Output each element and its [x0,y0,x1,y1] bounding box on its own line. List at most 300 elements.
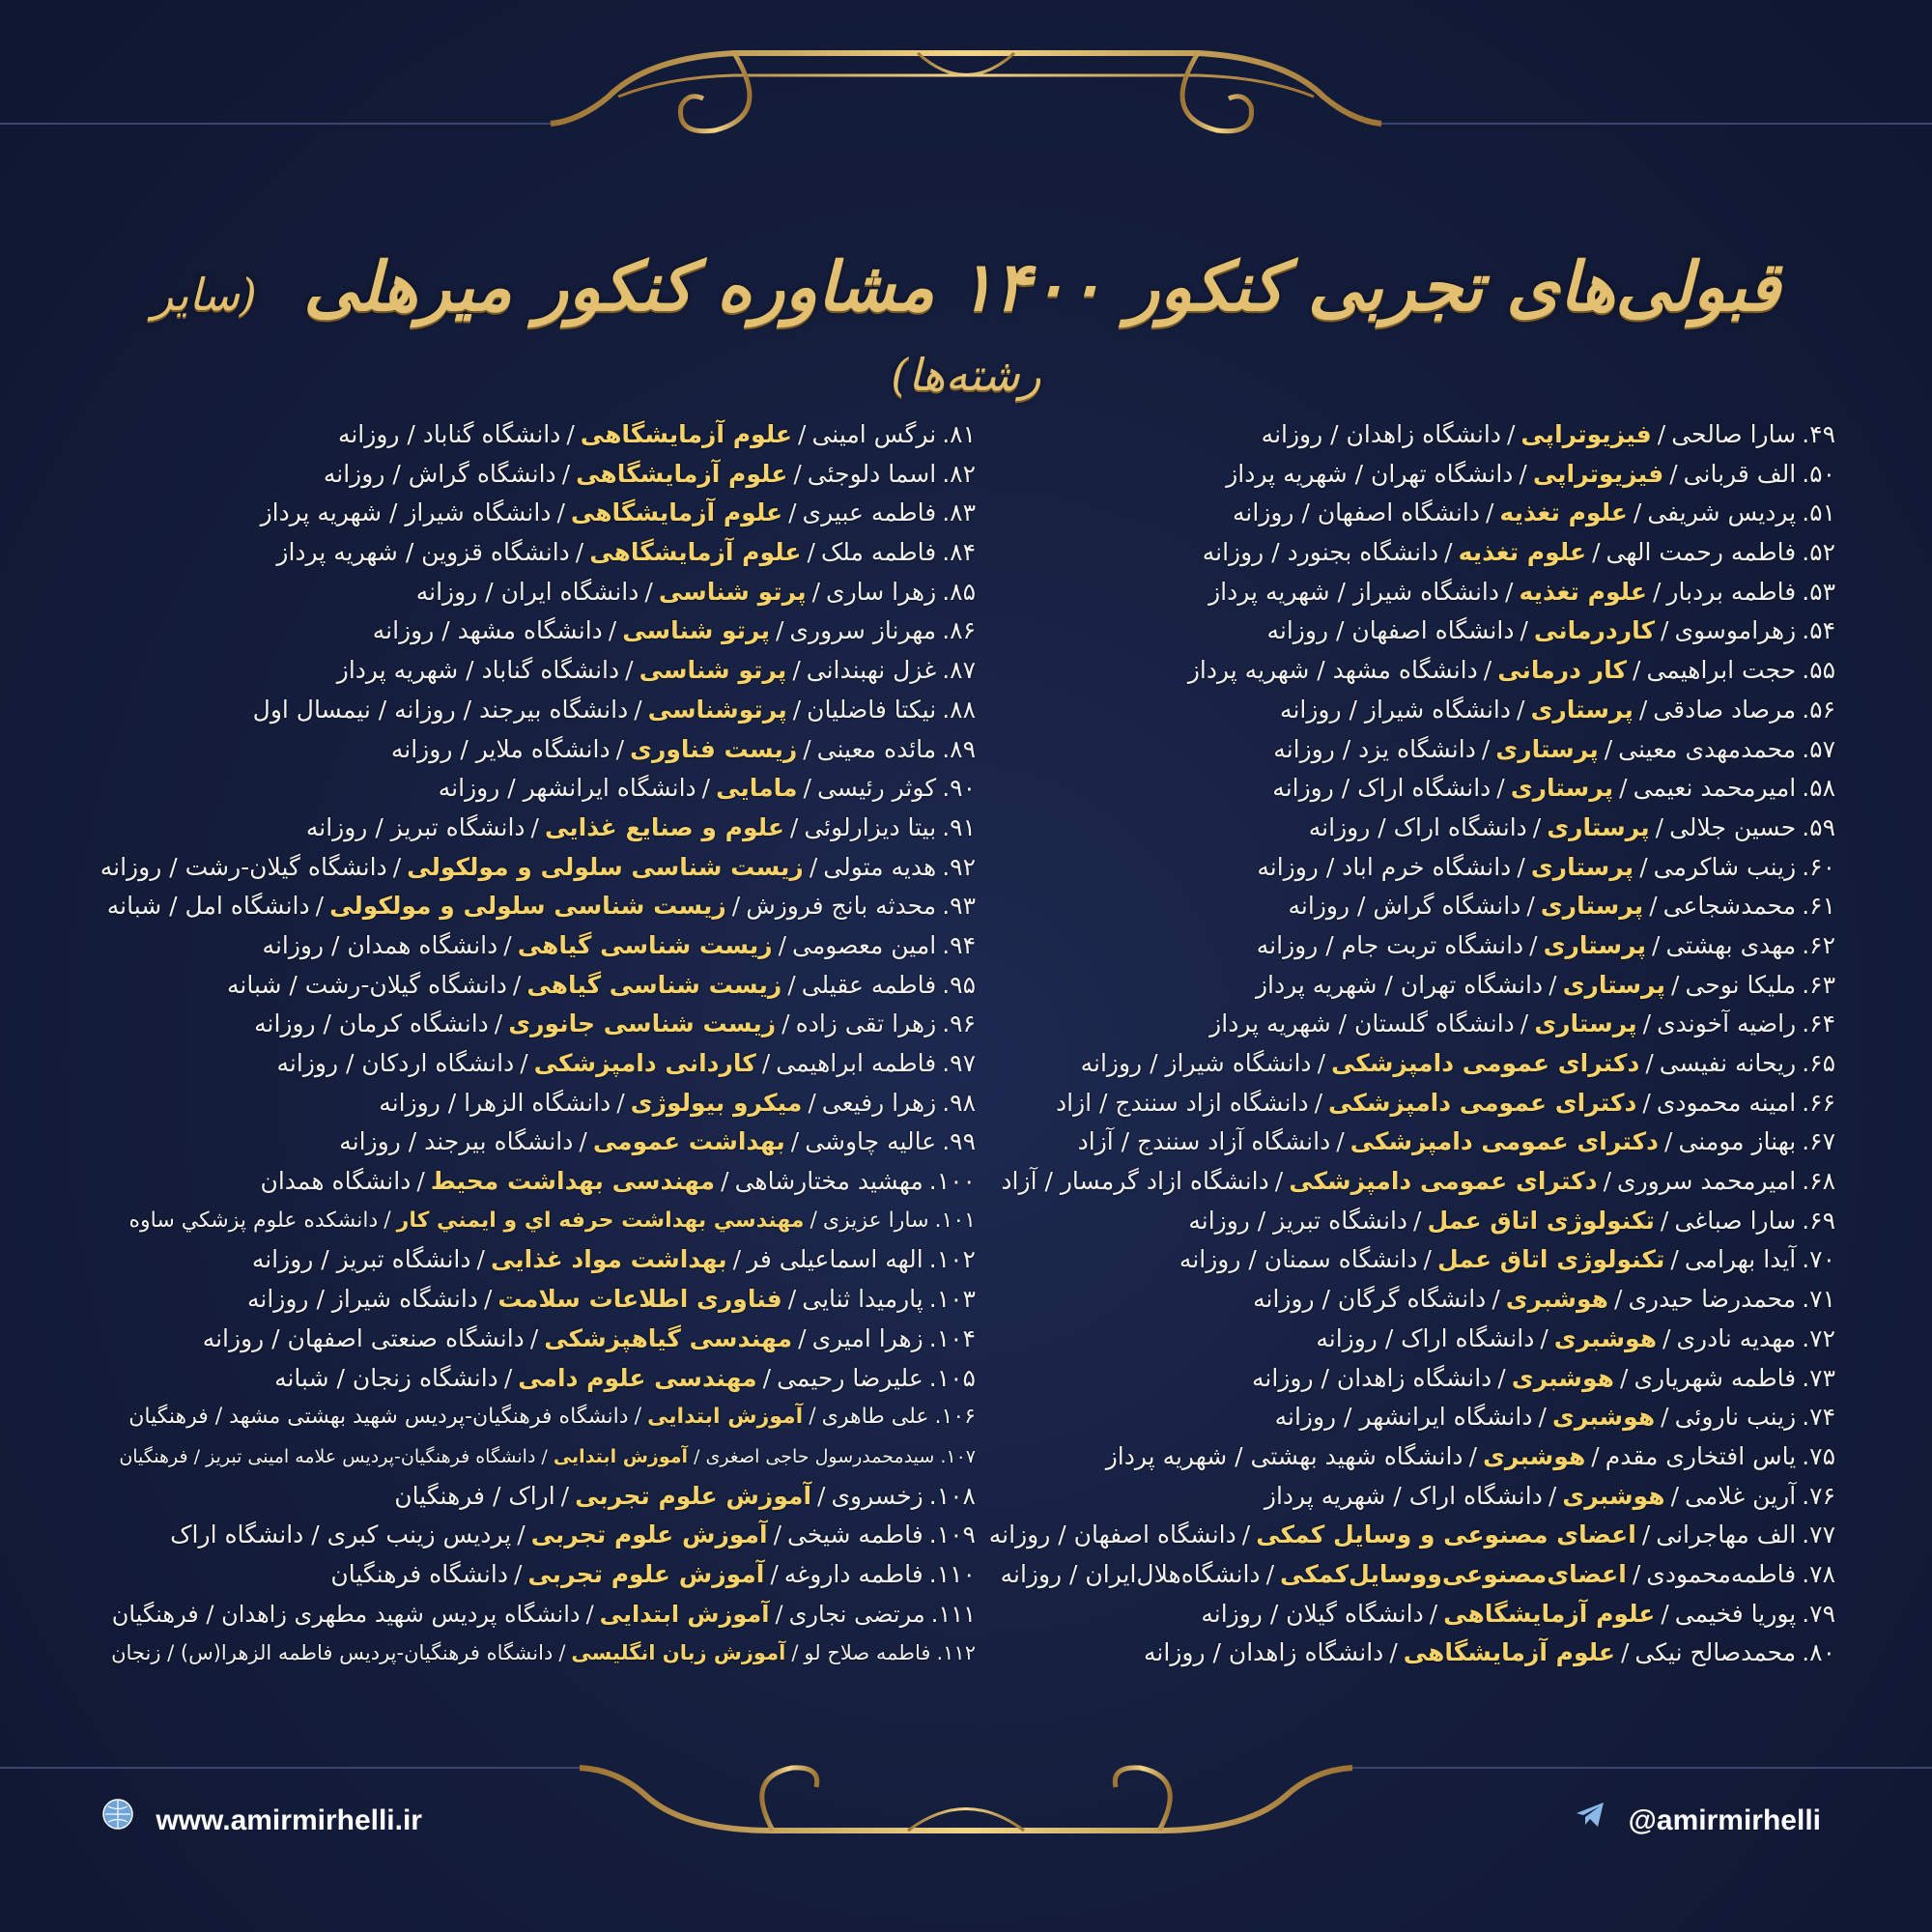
item-number: ۷۲. [1802,1323,1835,1352]
separator: / [731,892,741,921]
major-name: اعضای مصنوعی و وسایل کمکی [1256,1520,1636,1549]
separator: / [616,1088,625,1117]
major-name: بهداشت مواد غذایی [490,1245,727,1274]
student-name: زهرا امیری [811,1323,923,1352]
item-number: ۸۴. [942,538,976,567]
student-name: زخسروی [831,1481,923,1510]
list-item [97,926,976,966]
item-number: ۴۹. [1802,420,1835,448]
separator: / [579,1127,587,1156]
list-item [976,573,1835,612]
handle-footer[interactable] [1574,1792,1821,1850]
student-name: پارمیدا ثنایی [802,1285,923,1314]
list-item [976,1516,1835,1555]
major-name: کار درمانی [1497,656,1627,685]
separator: / [1336,1127,1345,1156]
page-title [145,246,1787,407]
item-number: ۹۴. [942,930,976,959]
separator: / [1468,1441,1478,1470]
separator: / [1496,774,1505,803]
major-name: تکنولوژی اتاق عمل [1427,1206,1655,1235]
list-item [97,809,976,848]
separator: / [1603,1167,1611,1196]
student-name: ملیکا نوحی [1685,970,1797,999]
separator: / [566,420,575,448]
separator: / [634,1405,642,1430]
student-name: علی طاهری [821,1405,929,1430]
university-detail: دانشگاه کرمان / روزانه [254,1009,489,1038]
separator: / [315,892,325,921]
student-name: سیدمحمدرسول حاجی اصغری [705,1445,935,1467]
list-item [976,415,1835,455]
university-detail: دانشگاه همدان [260,1167,412,1196]
student-name: مهرناز سروری [789,616,937,645]
list-item [97,848,976,888]
university-detail: دانشگاه ایرانشهر / روزانه [438,774,696,803]
major-name: پرستاری [1495,734,1599,763]
student-name: سارا صباغی [1674,1206,1797,1235]
separator: / [1649,892,1658,921]
list-item [976,611,1835,651]
item-number: ۵۶. [1802,695,1835,724]
separator: / [809,1405,816,1430]
separator: / [520,1049,528,1077]
separator: / [803,774,811,803]
student-name: امین معصومی [792,930,937,959]
major-name: فیزیوتراپی [1532,459,1664,488]
item-number: ۸۱. [942,420,976,448]
telegram-icon [1574,1793,1606,1851]
university-detail: دانشگاه اراک / روزانه [1308,812,1527,841]
separator: / [811,577,821,606]
separator: / [483,1285,493,1314]
student-name: فاطمه بردبار [1666,577,1797,606]
separator: / [517,1520,526,1549]
major-name: پرستاری [1510,774,1614,803]
major-name: مهندسی گیاهپزشکی [544,1323,793,1352]
separator: / [1652,930,1661,959]
university-detail: دانشگاه یزد / روزانه [1273,734,1476,763]
item-number: ۸۰. [1802,1638,1835,1667]
university-detail: دانشگاه اصفهان / روزانه [1232,498,1480,527]
separator: / [1520,1009,1529,1038]
list-item [97,966,976,1006]
item-number: ۸۹. [942,734,976,763]
student-name: محمدرضا حیدری [1628,1285,1797,1314]
student-name: حسین جلالی [1669,812,1797,841]
separator: / [512,970,522,999]
item-number: ۸۵. [942,577,976,606]
university-detail: دانشگاه بیرجند / روزانه / نیمسال اول [252,695,629,724]
student-name: سارا صالحی [1671,420,1797,448]
separator: / [1655,812,1664,841]
separator: / [1620,1363,1629,1392]
list-item [976,1084,1835,1123]
separator: / [1633,656,1641,685]
item-number: ۵۷. [1802,734,1835,763]
student-name: زهرا تقی زاده [795,1009,937,1038]
separator: / [789,812,799,841]
separator: / [793,459,802,488]
student-name: بیتا دیزارلوئی [804,812,937,841]
university-detail: دانشگاه گراش / روزانه [323,459,556,488]
student-name: فاطمه شیخی [787,1520,923,1549]
separator: / [773,1520,781,1549]
student-name: سارا عزیزی [822,1208,929,1233]
title-sub: (سایر رشته‌ها) [152,269,1041,401]
student-name: فاطمه‌محمودی [1646,1559,1797,1588]
student-name: کوثر رئیسی [816,774,937,803]
separator: / [384,1208,391,1233]
list-item [97,1359,976,1399]
major-name: هوشبری [1562,1481,1665,1510]
item-number: ۵۴. [1802,616,1835,645]
item-number: ۵۹. [1802,812,1835,841]
separator: / [1492,1285,1500,1314]
separator: / [625,656,634,685]
separator: / [775,616,784,645]
university-detail: دانشگاه شیراز / روزانه [1080,1049,1312,1077]
major-name: هوشبری [1553,1323,1658,1352]
list-item [97,1084,976,1123]
separator: / [1641,1520,1651,1549]
student-name: محدثه بانج فروزش [746,892,937,921]
major-name: آموزش ابتدایی [553,1445,689,1467]
list-item [976,455,1835,495]
university-detail: دانشگاه تربت جام / روزانه [1256,930,1524,959]
separator: / [1423,1245,1432,1274]
student-name: غزل نهبندانی [806,656,937,685]
student-name: اسما دلوجئی [807,459,937,488]
university-detail: دانشگاه ملایر / روزانه [390,734,611,763]
separator: / [1657,420,1666,448]
major-name: علوم آزمایشگاهی [576,459,788,488]
student-name: محمدصالح نیکی [1634,1638,1797,1667]
student-name: زهراموسوی [1674,616,1797,645]
list-item [976,1398,1835,1437]
separator: / [561,459,571,488]
list-item [976,1005,1835,1044]
list-item [976,769,1835,809]
university-detail: دانشگاه اصفهان / روزانه [1266,616,1515,645]
globe-icon [101,1793,134,1851]
major-name: آموزش زبان انگلیسی [571,1641,786,1665]
separator: / [732,1245,742,1274]
university-detail: اراک / فرهنگیان [394,1481,555,1510]
item-number: ۵۰. [1802,459,1835,488]
university-detail: دانشگاه گیلان-رشت / روزانه [99,852,387,881]
university-detail: دانشگاه زاهدان / روزانه [1252,1363,1492,1392]
major-name: پرتو شناسی [622,616,770,645]
student-name: فاطمه داروغه [783,1559,923,1588]
university-detail: دانشگاه گلستان / شهریه پرداز [1209,1009,1515,1038]
item-number: ۱۰۷. [940,1445,976,1467]
student-name: آرین غلامی [1685,1481,1797,1510]
list-item [97,769,976,809]
item-number: ۵۸. [1802,774,1835,803]
list-item [976,1240,1835,1280]
separator: / [1619,774,1628,803]
student-name: ریحانه نفیسی [1659,1049,1797,1077]
separator: / [1670,1245,1679,1274]
separator: / [494,1009,503,1038]
separator: / [416,1167,425,1196]
university-detail: دانشگاه شهید بهشتی / شهریه پرداز [1105,1441,1463,1470]
separator: / [817,1481,826,1510]
university-detail: دانشگاه بجنورد / روزانه [1202,538,1439,567]
major-name: دکترای عمومی دامپزشکی [1289,1167,1598,1196]
university-detail: دانشگاه امل / شبانه [106,892,310,921]
major-name: اعضای‌مصنوعی‌ووسایل‌کمکی [1280,1559,1627,1588]
right-column [976,415,1835,1673]
separator: / [798,1323,807,1352]
student-name: مهدی بهشتی [1665,930,1797,959]
item-number: ۶۱. [1802,892,1835,921]
list-item [976,730,1835,770]
university-detail: پردیس زینب کبری / دانشگاه اراک [170,1520,512,1549]
item-number: ۸۲. [942,459,976,488]
separator: / [1652,577,1662,606]
list-item [976,1162,1835,1202]
separator: / [1671,970,1680,999]
major-name: زیست شناسی سلولی و مولکولی [407,852,804,881]
separator: / [1506,420,1516,448]
major-name: مهندسی بهداشت محیط [430,1167,716,1196]
separator: / [615,734,625,763]
list-item [976,1320,1835,1359]
separator: / [541,1445,548,1467]
major-name: پرستاری [1543,930,1647,959]
separator: / [503,930,512,959]
student-name: بهناز مومنی [1678,1127,1797,1156]
list-item [976,1122,1835,1162]
separator: / [1519,459,1527,488]
item-number: ۱۰۹. [928,1520,976,1549]
item-number: ۶۸. [1802,1167,1835,1196]
item-number: ۹۹. [942,1127,976,1156]
list-item [976,1044,1835,1084]
list-item [97,494,976,533]
list-item [97,1555,976,1595]
item-number: ۱۰۰. [928,1167,976,1196]
item-number: ۶۴. [1802,1009,1835,1038]
separator: / [808,1088,816,1117]
item-number: ۷۴. [1802,1403,1835,1432]
separator: / [803,734,811,763]
student-name: زینب شاکرمی [1653,852,1797,881]
major-name: زیست شناسی سلولی و مولکولی [329,892,726,921]
university-detail: دانشگاه شیراز / روزانه [1280,695,1511,724]
list-item [97,1240,976,1280]
item-number: ۷۵. [1802,1441,1835,1470]
university-detail: دانشگاه گیلان / روزانه [1201,1599,1424,1628]
student-name: مرتضی نجاری [788,1600,925,1628]
item-number: ۹۰. [942,774,976,803]
separator: / [1497,1363,1506,1392]
separator: / [529,1323,539,1352]
list-item [976,1477,1835,1517]
student-name: امینه محمودی [1656,1088,1797,1117]
list-item [97,1437,976,1477]
university-detail: دانشگاه اراک / روزانه [1316,1323,1535,1352]
major-name: تکنولوژی اتاق عمل [1436,1245,1665,1274]
item-number: ۱۱۰. [928,1559,976,1588]
student-name: پردیس شریفی [1647,498,1797,527]
university-detail: دانشگاه اراک / روزانه [1272,774,1492,803]
list-item [97,1398,976,1437]
university-detail: دانشگاه تهران / شهریه پرداز [1255,970,1544,999]
item-number: ۶۰. [1802,852,1835,881]
list-item [97,1320,976,1359]
website-link[interactable]: www.amirmirhelli.ir [156,1804,422,1836]
student-name: الف قربانی [1683,459,1797,488]
major-name: علوم تغذیه [1458,538,1587,567]
university-detail: دانشگاه تهران / شهریه پرداز [1226,459,1514,488]
separator: / [513,1559,523,1588]
major-name: پرستاری [1534,1009,1637,1038]
student-name: مهدیه نادری [1676,1323,1797,1352]
university-detail: دانشگاه خرم اباد / روزانه [1257,852,1512,881]
major-name: پرتو شناسی [639,656,787,685]
major-name: هوشبری [1511,1363,1614,1392]
separator: / [560,1481,570,1510]
item-number: ۶۷. [1802,1127,1835,1156]
list-item [976,1359,1835,1399]
separator: / [787,970,796,999]
separator: / [1638,695,1648,724]
item-number: ۱۰۵. [928,1363,976,1392]
separator: / [1314,1088,1323,1117]
separator: / [1642,1088,1651,1117]
major-name: دکترای عمومی دامپزشکی [1331,1049,1640,1077]
separator: / [1540,1323,1548,1352]
separator: / [809,852,818,881]
student-name: هدیه متولی [823,852,937,881]
student-name: فاطمه صلاح لو [804,1641,931,1665]
major-name: زیست فناوری [630,734,798,763]
item-number: ۱۰۶. [934,1405,976,1430]
university-detail: دانشگاه همدان / روزانه [262,930,498,959]
list-item [976,966,1835,1006]
separator: / [694,1445,700,1467]
student-name: آیدا بهرامی [1684,1245,1797,1274]
university-detail: دانشگاه گرگان / روزانه [1253,1285,1487,1314]
separator: / [1633,498,1642,527]
major-name: زیست شناسی گیاهی [517,930,773,959]
major-name: مامایی [716,774,798,803]
separator: / [575,538,584,567]
list-item [976,809,1835,848]
student-name: راضیه آخوندی [1657,1009,1797,1038]
student-name: فاطمه عقیلی [801,970,937,999]
list-item [976,691,1835,730]
separator: / [558,1641,566,1665]
item-number: ۷۶. [1802,1481,1835,1510]
separator: / [1661,1599,1669,1628]
separator: / [1670,1481,1679,1510]
list-item [97,1044,976,1084]
website-footer[interactable] [101,1792,422,1850]
separator: / [807,538,815,567]
student-name: پوریا فخیمی [1674,1599,1797,1628]
item-number: ۷۳. [1802,1363,1835,1392]
major-name: هوشبری [1505,1285,1609,1314]
major-name: آموزش ابتدایی [599,1600,770,1628]
item-number: ۶۵. [1802,1049,1835,1077]
separator: / [503,1363,513,1392]
list-item [976,1437,1835,1477]
list-item [97,533,976,573]
major-name: زیست شناسی گیاهی [526,970,782,999]
list-item [97,691,976,730]
separator: / [810,1208,817,1233]
separator: / [721,1167,729,1196]
list-item [97,1162,976,1202]
separator: / [1620,1638,1630,1667]
list-item [976,848,1835,888]
item-number: ۷۹. [1802,1599,1835,1628]
separator: / [1413,1206,1422,1235]
major-name: علوم آزمایشگاهی [1403,1638,1615,1667]
list-item [97,573,976,612]
item-number: ۶۹. [1802,1206,1835,1235]
major-name: پرتو شناسی [658,577,807,606]
separator: / [1485,498,1494,527]
item-number: ۹۵. [942,970,976,999]
separator: / [1642,1009,1652,1038]
major-name: پرستاری [1540,892,1644,921]
separator: / [792,656,801,685]
university-detail: دانشكده علوم پزشكي ساوه [128,1208,379,1233]
item-number: ۵۵. [1802,656,1835,685]
major-name: فیزیوتراپی [1520,420,1652,448]
item-number: ۸۷. [942,656,976,685]
separator: / [585,1600,594,1628]
separator: / [762,1363,772,1392]
item-number: ۵۳. [1802,577,1835,606]
major-name: علوم تغذیه [1519,577,1647,606]
separator: / [778,930,787,959]
separator: / [1517,695,1525,724]
university-detail: دانشگاه ایران / روزانه [415,577,639,606]
separator: / [1538,1403,1547,1432]
separator: / [1548,970,1557,999]
university-detail: دانشگاه زنجان / شبانه [274,1363,498,1392]
separator: / [788,498,797,527]
major-name: پرتوشناسی [647,695,787,724]
separator: / [1444,538,1453,567]
major-name: دکترای عمومی دامپزشکی [1328,1088,1637,1117]
item-number: ۵۲. [1802,538,1835,567]
university-detail: دانشگاه تبریز / روزانه [305,812,526,841]
separator: / [792,695,802,724]
major-name: بهداشت عمومی [592,1127,785,1156]
university-detail: دانشگاه زاهدان / روزانه [1144,1638,1384,1667]
telegram-handle[interactable]: @amirmirhelli [1628,1804,1821,1836]
separator: / [530,812,539,841]
item-number: ۷۸. [1802,1559,1835,1588]
major-name: کاردرمانی [1533,616,1656,645]
separator: / [1604,734,1613,763]
item-number: ۹۲. [942,852,976,881]
item-number: ۶۶. [1802,1088,1835,1117]
university-detail: دانشگاه شیراز / شهریه پرداز [1208,577,1500,606]
list-item [97,415,976,455]
separator: / [1274,1167,1284,1196]
student-name: مرصاد صادقی [1653,695,1797,724]
student-name: زینب ناروئی [1674,1403,1797,1432]
item-number: ۱۰۳. [928,1285,976,1314]
